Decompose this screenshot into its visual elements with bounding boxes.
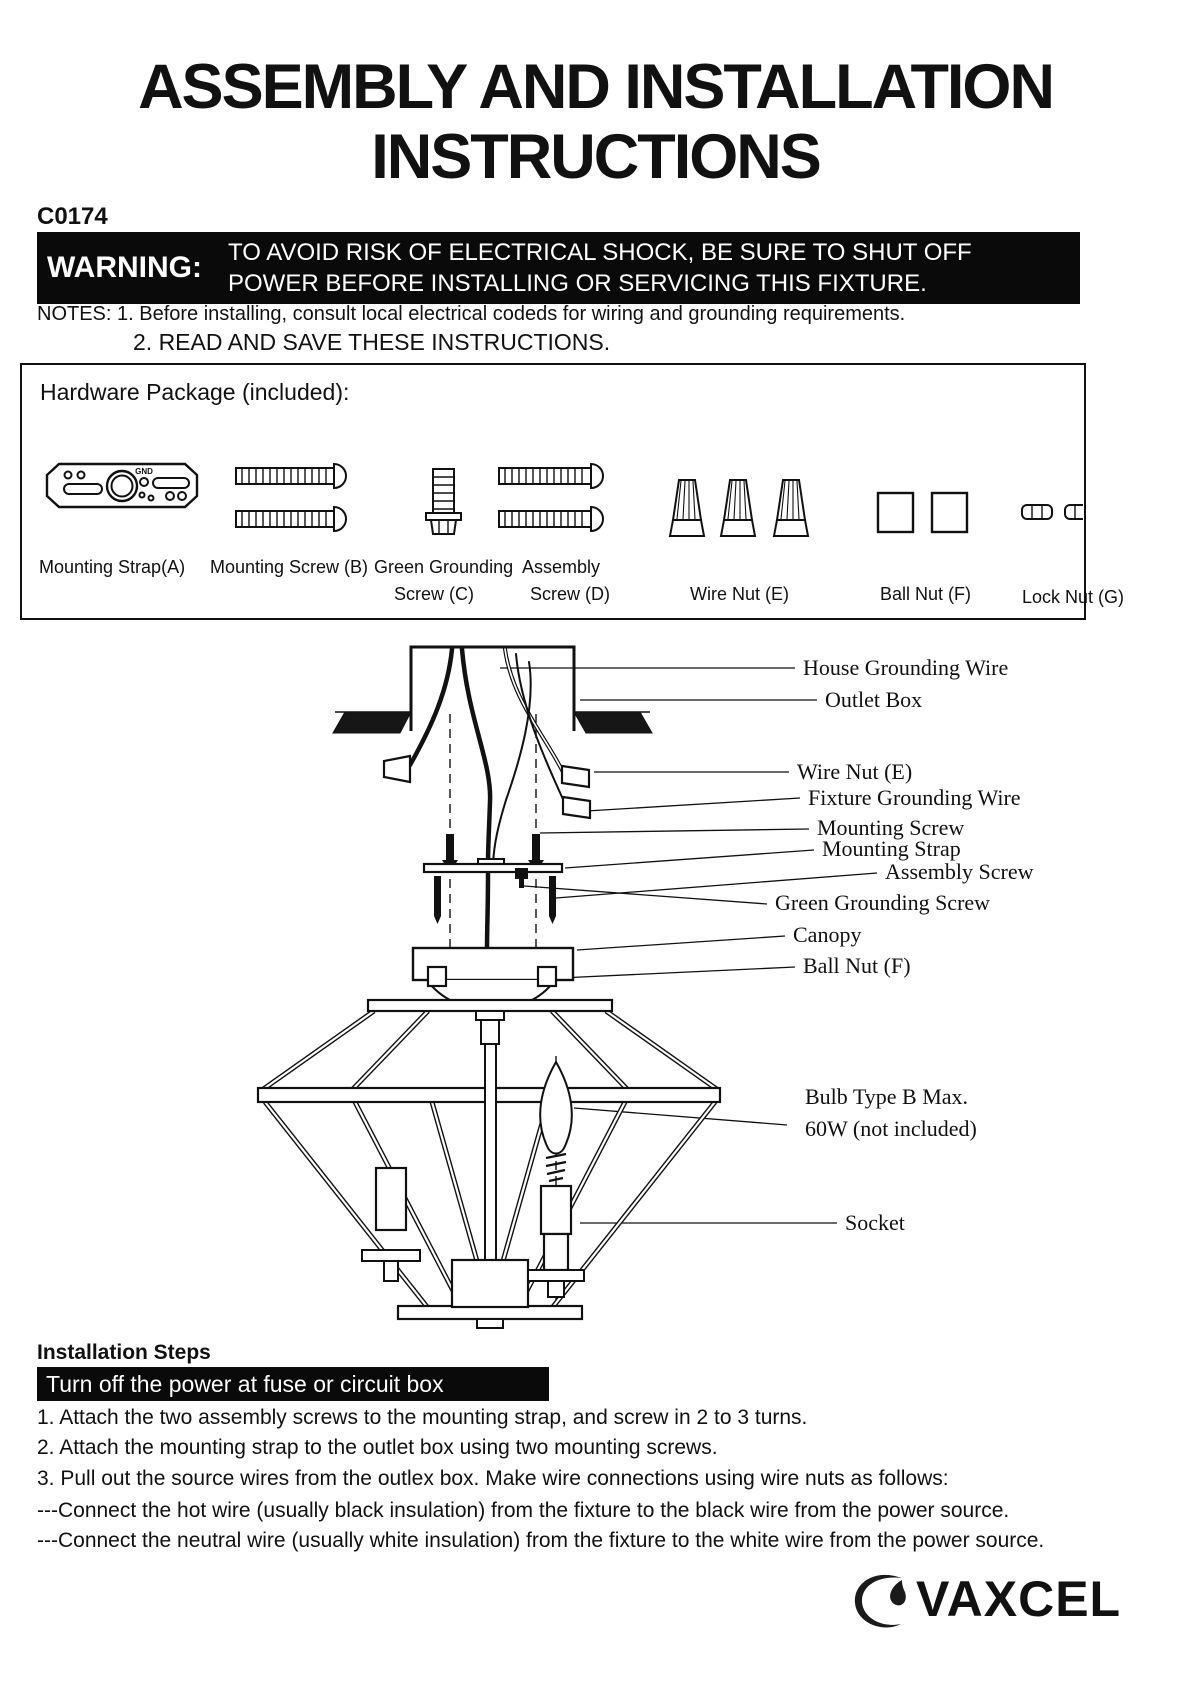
- hardware-label-lock-nut: Lock Nut (G): [1022, 587, 1125, 607]
- installation-steps-heading: Installation Steps: [37, 1341, 211, 1364]
- wire-nut-icon: [670, 480, 808, 536]
- label-green-grounding-screw: Green Grounding Screw: [775, 890, 991, 915]
- center-column-drawing: [452, 1011, 528, 1307]
- step-2: 2. Attach the mounting strap to the outlet box using two mounting screws.: [37, 1436, 718, 1459]
- assembly-screw-icon: [499, 464, 603, 531]
- label-bulb-line-2: 60W (not included): [805, 1116, 977, 1141]
- label-assembly-screw: Assembly Screw: [885, 859, 1034, 884]
- strap-gnd-marking: GND: [135, 467, 153, 476]
- label-mounting-strap: Mounting Strap: [822, 836, 961, 861]
- label-mounting-screw: Mounting Screw: [817, 815, 965, 840]
- hardware-label-green-grounding: Green Grounding: [374, 557, 514, 577]
- step-connect-neutral: ---Connect the neutral wire (usually white insulation) from the fixture to the white wire from the power source.: [37, 1529, 1045, 1552]
- page-title: [0, 52, 1191, 192]
- left-socket-drawing: [362, 1168, 420, 1281]
- hardware-label-screw-c: Screw (C): [394, 584, 474, 604]
- warning-text: [202, 237, 972, 299]
- mounting-strap-icon: [47, 464, 197, 507]
- title-line-1: ASSEMBLY AND INSTALLATION: [138, 52, 1053, 122]
- warning-text-line-2: POWER BEFORE INSTALLING OR SERVICING THIS FIXTURE.: [227, 270, 927, 297]
- hardware-label-assembly: Assembly: [522, 557, 601, 577]
- hardware-package-box: [20, 363, 1125, 620]
- hardware-label-ball-nut: Ball Nut (F): [880, 584, 972, 604]
- outlet-box-drawing: [333, 647, 652, 733]
- bulb-drawing: [540, 1062, 572, 1181]
- hardware-package-heading: Hardware Package (included):: [40, 379, 350, 405]
- hardware-label-mounting-screw: Mounting Screw (B): [210, 557, 369, 577]
- step-3: 3. Pull out the source wires from the outlex box. Make wire connections using wire nuts as follows:: [37, 1467, 949, 1490]
- warning-text-line-1: TO AVOID RISK OF ELECTRICAL SHOCK, BE SURE TO SHUT OFF: [227, 239, 972, 266]
- brand-wordmark: VAXCEL: [916, 1571, 1122, 1627]
- warning-banner: [37, 232, 1080, 304]
- lock-nut-icon: [1022, 505, 1083, 519]
- step-1: 1. Attach the two assembly screws to the mounting strap, and screw in 2 to 3 turns.: [37, 1406, 808, 1429]
- label-house-grounding-wire: House Grounding Wire: [803, 655, 1009, 680]
- hardware-label-wire-nut: Wire Nut (E): [690, 584, 789, 604]
- green-grounding-screw-icon: [426, 469, 461, 534]
- socket-drawing: [528, 1186, 584, 1297]
- hardware-icons: [22, 365, 1083, 617]
- label-canopy: Canopy: [793, 922, 862, 947]
- label-bulb-line-1: Bulb Type B Max.: [805, 1084, 969, 1109]
- fixture-diagram: [0, 620, 1191, 1342]
- green-grounding-screw-drawing: [515, 868, 528, 888]
- model-number: C0174: [37, 203, 108, 230]
- vaxcel-swirl-icon: [850, 1570, 910, 1632]
- mounting-screw-icon: [236, 464, 346, 531]
- label-ball-nut: Ball Nut (F): [803, 953, 911, 978]
- notes-line-2: 2. READ AND SAVE THESE INSTRUCTIONS.: [133, 329, 611, 355]
- power-off-highlight: Turn off the power at fuse or circuit box: [37, 1367, 549, 1401]
- title-line-2: INSTRUCTIONS: [371, 122, 820, 192]
- label-outlet-box: Outlet Box: [825, 687, 923, 712]
- notes-line-1: NOTES: 1. Before installing, consult local electrical codeds for wiring and grounding requirements.: [37, 303, 906, 325]
- warning-label: WARNING:: [47, 251, 202, 284]
- label-fixture-grounding-wire: Fixture Grounding Wire: [808, 785, 1021, 810]
- step-connect-hot: ---Connect the hot wire (usually black insulation) from the fixture to the black wire from the power source.: [37, 1499, 1010, 1522]
- fixture-wires: [410, 649, 566, 950]
- hardware-label-mounting-strap: Mounting Strap(A): [39, 557, 186, 577]
- label-wire-nut: Wire Nut (E): [797, 759, 913, 784]
- label-socket: Socket: [845, 1210, 905, 1235]
- ball-nut-icon: [878, 493, 967, 532]
- hardware-label-screw-d: Screw (D): [530, 584, 610, 604]
- assembly-screw-drawing: [434, 876, 556, 924]
